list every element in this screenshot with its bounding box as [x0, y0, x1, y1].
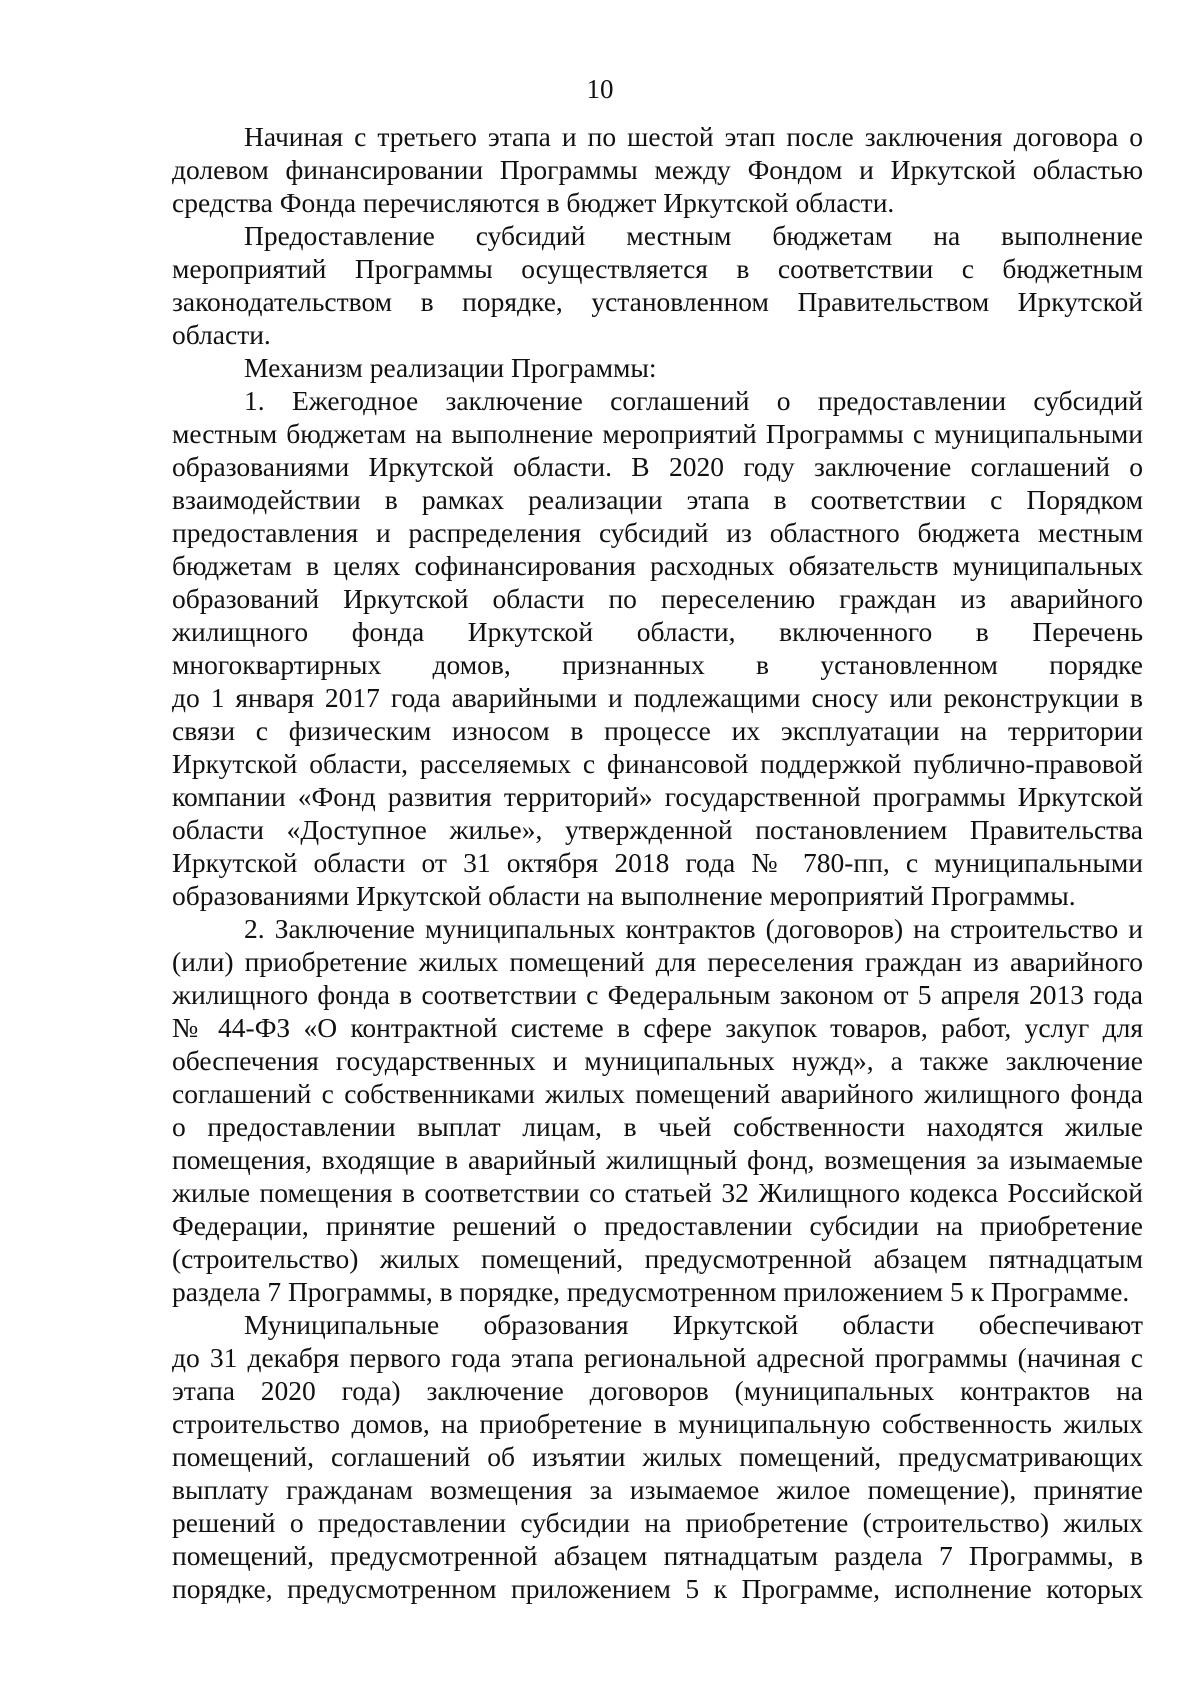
paragraph: [172, 912, 1143, 1308]
page-number: 10: [586, 74, 614, 104]
text-line: (строительство) жилых помещений, предусмотренной абзацем пятнадцатым: [172, 1243, 1143, 1274]
text-line: Иркутской области от 31 октября 2018 года № 780-пп, с муниципальными: [172, 847, 1143, 878]
text-line: компании «Фонд развития территорий» государственной программы Иркутской: [172, 781, 1143, 812]
text-line: Муниципальные образования Иркутской области обеспечивают: [244, 1309, 1143, 1340]
text-line: о предоставлении выплат лицам, в чьей собственности находятся жилые: [172, 1111, 1143, 1142]
text-line: предоставления и распределения субсидий из областного бюджета местным: [172, 517, 1143, 548]
text-line: раздела 7 Программы, в порядке, предусмотренном приложением 5 к Программе.: [172, 1276, 1130, 1307]
text-line: помещений, соглашений об изъятии жилых помещений, предусматривающих: [172, 1441, 1143, 1472]
text-line: законодательством в порядке, установленном Правительством Иркутской: [172, 286, 1143, 317]
text-line: взаимодействии в рамках реализации этапа в соответствии с Порядком: [172, 484, 1143, 515]
text-line: образованиями Иркутской области на выполнение мероприятий Программы.: [172, 880, 1076, 911]
text-line: помещений, предусмотренной абзацем пятнадцатым раздела 7 Программы, в: [172, 1540, 1143, 1571]
text-line: выплату гражданам возмещения за изымаемое жилое помещение), принятие: [172, 1474, 1143, 1505]
text-line: жилищного фонда в соответствии с Федеральным законом от 5 апреля 2013 года: [172, 979, 1143, 1010]
paragraph: [172, 384, 1143, 912]
text-line: до 31 декабря первого года этапа региональной адресной программы (начиная с: [172, 1342, 1143, 1373]
text-line: порядке, предусмотренном приложением 5 к Программе, исполнение которых: [172, 1573, 1143, 1604]
document-body: [172, 120, 1143, 1605]
text-line: средства Фонда перечисляются в бюджет Иркутской области.: [172, 187, 895, 218]
text-line: жилищного фонда Иркутской области, включенного в Перечень: [172, 616, 1143, 647]
text-line: области «Доступное жилье», утвержденной постановлением Правительства: [172, 814, 1143, 845]
text-line: образованиями Иркутской области. В 2020 году заключение соглашений о: [172, 451, 1143, 482]
text-line: Механизм реализации Программы:: [244, 352, 657, 383]
text-line: долевом финансировании Программы между Фондом и Иркутской областью: [172, 154, 1143, 185]
text-line: Федерации, принятие решений о предоставлении субсидии на приобретение: [172, 1210, 1143, 1241]
text-line: области.: [172, 319, 271, 350]
text-line: 2. Заключение муниципальных контрактов (договоров) на строительство и: [244, 913, 1143, 944]
text-line: до 1 января 2017 года аварийными и подлежащими сносу или реконструкции в: [172, 682, 1143, 713]
text-line: решений о предоставлении субсидии на приобретение (строительство) жилых: [172, 1507, 1143, 1538]
text-line: 1. Ежегодное заключение соглашений о предоставлении субсидий: [244, 385, 1143, 416]
paragraph: [172, 120, 1143, 219]
text-line: обеспечения государственных и муниципальных нужд», а также заключение: [172, 1045, 1143, 1076]
text-line: помещения, входящие в аварийный жилищный фонд, возмещения за изымаемые: [172, 1144, 1143, 1175]
paragraph: [172, 219, 1143, 351]
text-line: (или) приобретение жилых помещений для переселения граждан из аварийного: [172, 946, 1143, 977]
text-line: мероприятий Программы осуществляется в соответствии с бюджетным: [172, 253, 1143, 284]
text-line: Начиная с третьего этапа и по шестой этап после заключения договора о: [244, 121, 1143, 152]
text-line: Иркутской области, расселяемых с финансовой поддержкой публично-правовой: [172, 748, 1143, 779]
text-line: бюджетам в целях софинансирования расходных обязательств муниципальных: [172, 550, 1143, 581]
paragraph: [172, 1308, 1143, 1605]
text-line: строительство домов, на приобретение в муниципальную собственность жилых: [172, 1408, 1143, 1439]
text-line: № 44-ФЗ «О контрактной системе в сфере закупок товаров, работ, услуг для: [172, 1012, 1143, 1043]
paragraph: [172, 351, 1143, 384]
text-line: многоквартирных домов, признанных в установленном порядке: [172, 649, 1143, 680]
text-line: жилые помещения в соответствии со статьей 32 Жилищного кодекса Российской: [172, 1177, 1143, 1208]
text-line: связи с физическим износом в процессе их эксплуатации на территории: [172, 715, 1143, 746]
text-line: этапа 2020 года) заключение договоров (муниципальных контрактов на: [172, 1375, 1143, 1406]
text-line: Предоставление субсидий местным бюджетам на выполнение: [244, 220, 1143, 251]
text-line: соглашений с собственниками жилых помещений аварийного жилищного фонда: [172, 1078, 1143, 1109]
text-line: местным бюджетам на выполнение мероприятий Программы с муниципальными: [172, 418, 1143, 449]
text-line: образований Иркутской области по переселению граждан из аварийного: [172, 583, 1143, 614]
